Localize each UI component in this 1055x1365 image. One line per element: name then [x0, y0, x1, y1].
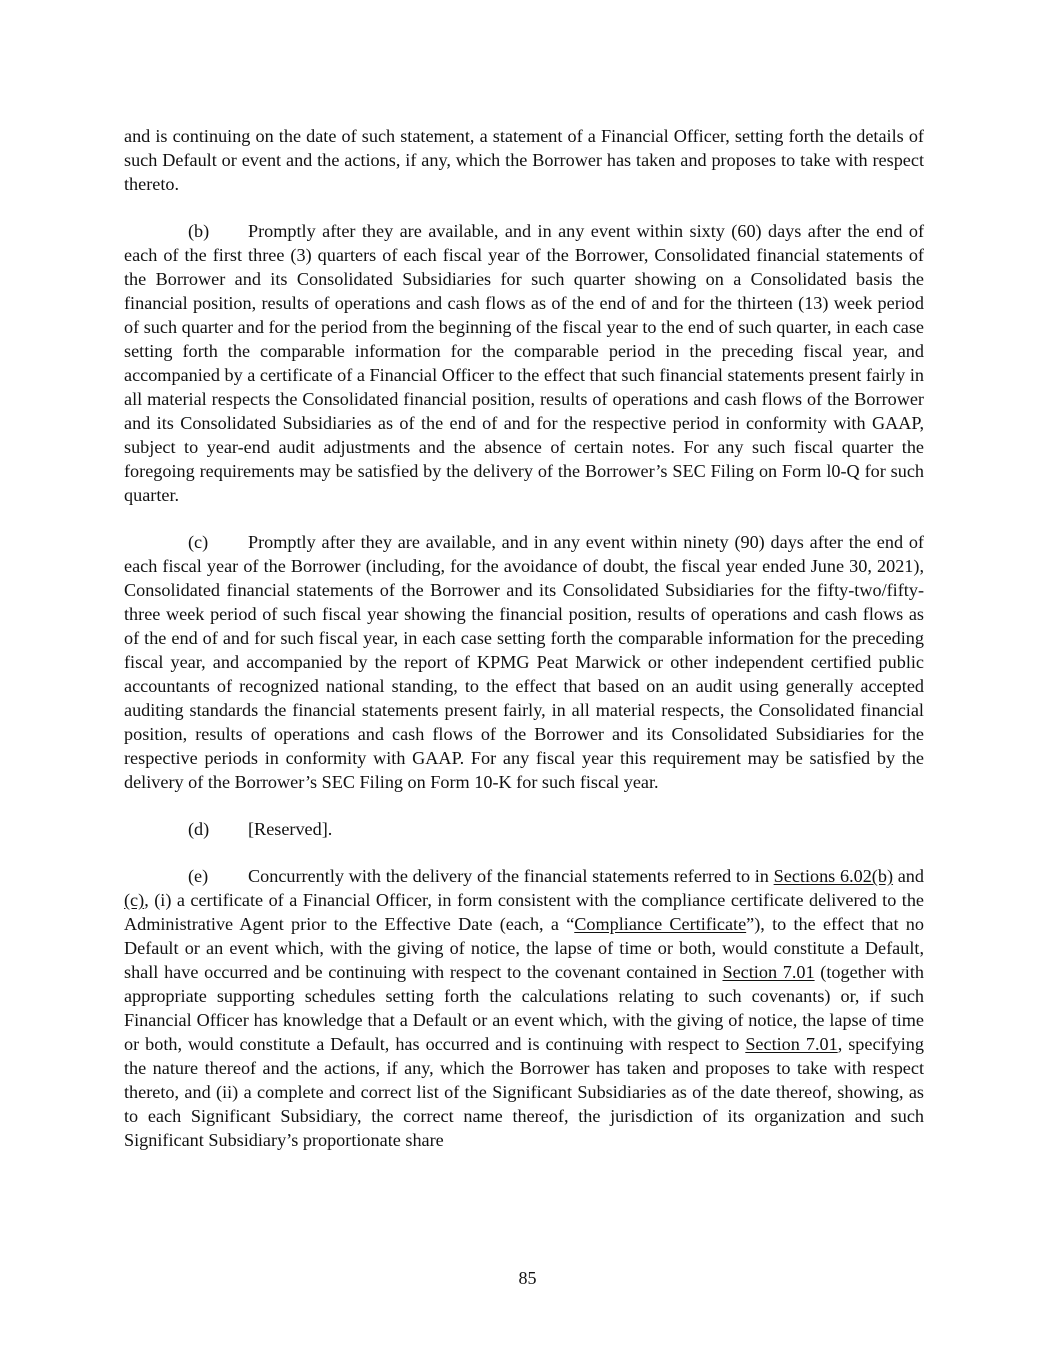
- paragraph-c-text: Promptly after they are available, and in any event within ninety (90) days after the end of each fiscal year of the Borrower (including, for the avoidance of doubt, the fiscal year ended June 30, 2021), Consolidated financial statements of the Borrower and its Consolidated Subsidiaries for the fifty-two/fifty-three week period of such fiscal year showing the financial position, results of operations and cash flows as of the end of and for such fiscal year, in each case setting forth the comparable information for the preceding fiscal year, and accompanied by the report of KPMG Peat Marwick or other independent certified public accountants of recognized national standing, to the effect that based on an audit using generally accepted auditing standards the financial statements present fairly, in all material respects, the Consolidated financial position, results of operations and cash flows of the Borrower and its Consolidated Subsidiaries for the respective periods in conformity with GAAP. For any fiscal year this requirement may be satisfied by the delivery of the Borrower’s SEC Filing on Form 10-K for such fiscal year.: [124, 532, 924, 792]
- paragraph-intro-text: and is continuing on the date of such statement, a statement of a Financial Officer, setting forth the details of such Default or event and the actions, if any, which the Borrower has taken and proposes to take with respect thereto.: [124, 126, 924, 194]
- sections-6-02-b-reference: Sections 6.02(b): [773, 866, 894, 886]
- paragraph-e-label: (e): [188, 866, 209, 886]
- paragraph-e-text-4: ”), to the effect that no Default or an event which, with the giving of notice, the lapse of time or both, would constitute a Default, shall have occurred and be continuing with respect to the covenant contained in: [124, 914, 924, 982]
- paragraph-e-text-6: , specifying the nature thereof and the actions, if any, which the Borrower has taken and proposes to take with respect thereto, and (ii) a complete and correct list of the Significant Subsidiaries as of the date thereof, showing, as to each Significant Subsidiary, the correct name thereof, the jurisdiction of its organization and such Significant Subsidiary’s proportionate share: [124, 1034, 924, 1150]
- paragraph-b-label: (b): [188, 221, 210, 241]
- document-page: [124, 124, 924, 1175]
- section-7-01-reference-first: Section 7.01: [722, 962, 815, 982]
- section-c-reference: (c): [124, 890, 145, 910]
- compliance-certificate-term: Compliance Certificate: [574, 914, 747, 934]
- paragraph-e-text-1: Concurrently with the delivery of the financial statements referred to in: [248, 866, 774, 886]
- paragraph-e: [124, 864, 924, 1152]
- section-7-01-reference-second: Section 7.01: [745, 1034, 838, 1054]
- paragraph-d-text: [Reserved].: [248, 819, 333, 839]
- paragraph-b-text: Promptly after they are available, and in any event within sixty (60) days after the end of each of the first three (3) quarters of each fiscal year of the Borrower, Consolidated financial statements of the Borrower and its Consolidated Subsidiaries for such quarter showing on a Consolidated basis the financial position, results of operations and cash flows as of the end of and for the thirteen (13) week period of such quarter and for the period from the beginning of the fiscal year to the end of such quarter, in each case setting forth the comparable information for the comparable period in the preceding fiscal year, and accompanied by a certificate of a Financial Officer to the effect that such financial statements present fairly in all material respects the Consolidated financial position, results of operations and cash flows of the Borrower and its Consolidated Subsidiaries as of the end of and for the respective period in conformity with GAAP, subject to year-end audit adjustments and the absence of certain notes. For any such fiscal quarter the foregoing requirements may be satisfied by the delivery of the Borrower’s SEC Filing on Form l0-Q for such quarter.: [124, 221, 924, 505]
- paragraph-c-label: (c): [188, 532, 209, 552]
- paragraph-intro: [124, 124, 924, 196]
- paragraph-e-text-2: and: [893, 866, 924, 886]
- paragraph-b: [124, 219, 924, 507]
- paragraph-e-text-3: , (i) a certificate of a Financial Officer, in form consistent with the compliance certificate delivered to the Administrative Agent prior to the Effective Date (each, a “: [124, 890, 924, 934]
- paragraph-c: [124, 530, 924, 794]
- page-number: 85: [518, 1268, 537, 1288]
- paragraph-d: [124, 817, 924, 841]
- paragraph-d-label: (d): [188, 819, 210, 839]
- paragraph-e-text-5: (together with appropriate supporting schedules setting forth the calculations relating to such covenants) or, if such Financial Officer has knowledge that a Default or an event which, with the giving of notice, the lapse of time or both, would constitute a Default, has occurred and is continuing with respect to: [124, 962, 924, 1054]
